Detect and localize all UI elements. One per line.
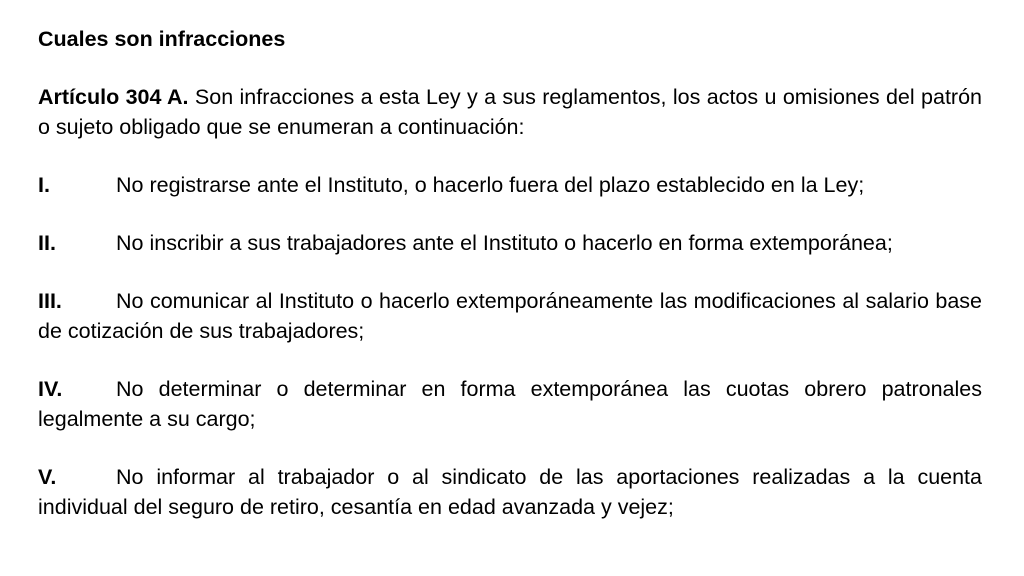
- item-number: III.: [38, 289, 62, 313]
- item-text: No registrarse ante el Instituto, o hacerlo fuera del plazo establecido en la Ley;: [116, 173, 865, 197]
- list-item: [38, 228, 982, 258]
- list-item: [38, 462, 982, 522]
- article-label: Artículo 304 A.: [38, 85, 189, 109]
- article-paragraph: [38, 82, 982, 142]
- item-text: No comunicar al Instituto o hacerlo extemporáneamente las modificaciones al salario base de cotización de sus trabajadores;: [38, 289, 982, 343]
- item-number: IV.: [38, 377, 63, 401]
- item-number: V.: [38, 465, 57, 489]
- item-number: II.: [38, 231, 56, 255]
- item-text: No inscribir a sus trabajadores ante el Instituto o hacerlo en forma extemporánea;: [116, 231, 893, 255]
- item-text: No determinar o determinar en forma extemporánea las cuotas obrero patronales legalmente a su cargo;: [38, 377, 982, 431]
- list-item: [38, 170, 982, 200]
- list-item: [38, 286, 982, 346]
- document-title: Cuales son infracciones: [38, 27, 286, 51]
- article-text: Son infracciones a esta Ley y a sus reglamentos, los actos u omisiones del patrón o sujeto obligado que se enumeran a continuación:: [38, 85, 982, 139]
- item-number: I.: [38, 173, 50, 197]
- item-text: No informar al trabajador o al sindicato de las aportaciones realizadas a la cuenta individual del seguro de retiro, cesantía en edad avanzada y vejez;: [38, 465, 982, 519]
- document-body: [38, 24, 982, 522]
- list-item: [38, 374, 982, 434]
